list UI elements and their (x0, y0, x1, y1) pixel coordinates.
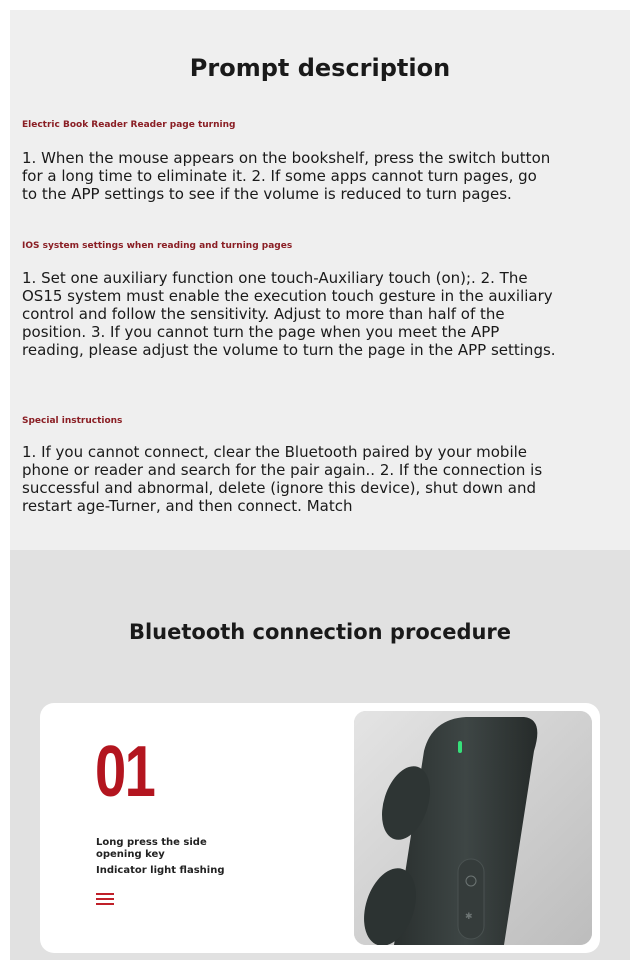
step-number: 01 (95, 732, 155, 812)
step-card (40, 703, 600, 953)
bluetooth-procedure-panel (10, 550, 630, 960)
prompt-description-panel (10, 10, 630, 550)
section-body-page-turning: 1. When the mouse appears on the bookshelf, press the switch button for a long time to eliminate it. 2. If some apps cannot turn pages, go to the APP settings to see if the volume is reduced to turn pages. (22, 149, 551, 203)
page-title: Prompt description (189, 54, 451, 82)
step-instruction: Long press the side opening key (96, 837, 207, 860)
svg-text:✱: ✱ (465, 912, 473, 922)
section-heading-page-turning: Electric Book Reader Reader page turning (22, 120, 236, 130)
indicator-light (458, 741, 462, 753)
section-heading-ios-settings: IOS system settings when reading and turning pages (22, 241, 293, 251)
menu-lines-icon (96, 893, 114, 907)
step-status: Indicator light flashing (96, 865, 225, 876)
section-body-special: 1. If you cannot connect, clear the Bluetooth paired by your mobile phone or reader and search for the pair again.. 2. If the connection is successful and abnormal, delete (ignore this device), shut down and restart age-Turner, and then connect. Match (22, 443, 543, 515)
bluetooth-title: Bluetooth connection procedure (128, 620, 512, 644)
device-illustration (354, 711, 592, 945)
page-turner-device-photo (354, 711, 592, 945)
section-body-ios-settings: 1. Set one auxiliary function one touch-Auxiliary touch (on);. 2. The OS15 system must enable the execution touch gesture in the auxiliary control and follow the sensitivity. Adjust to more than half of the position. 3. If you cannot turn the page when you meet the APP reading, please adjust the volume to turn the page in the APP settings. (22, 269, 556, 359)
section-heading-special: Special instructions (22, 416, 123, 426)
